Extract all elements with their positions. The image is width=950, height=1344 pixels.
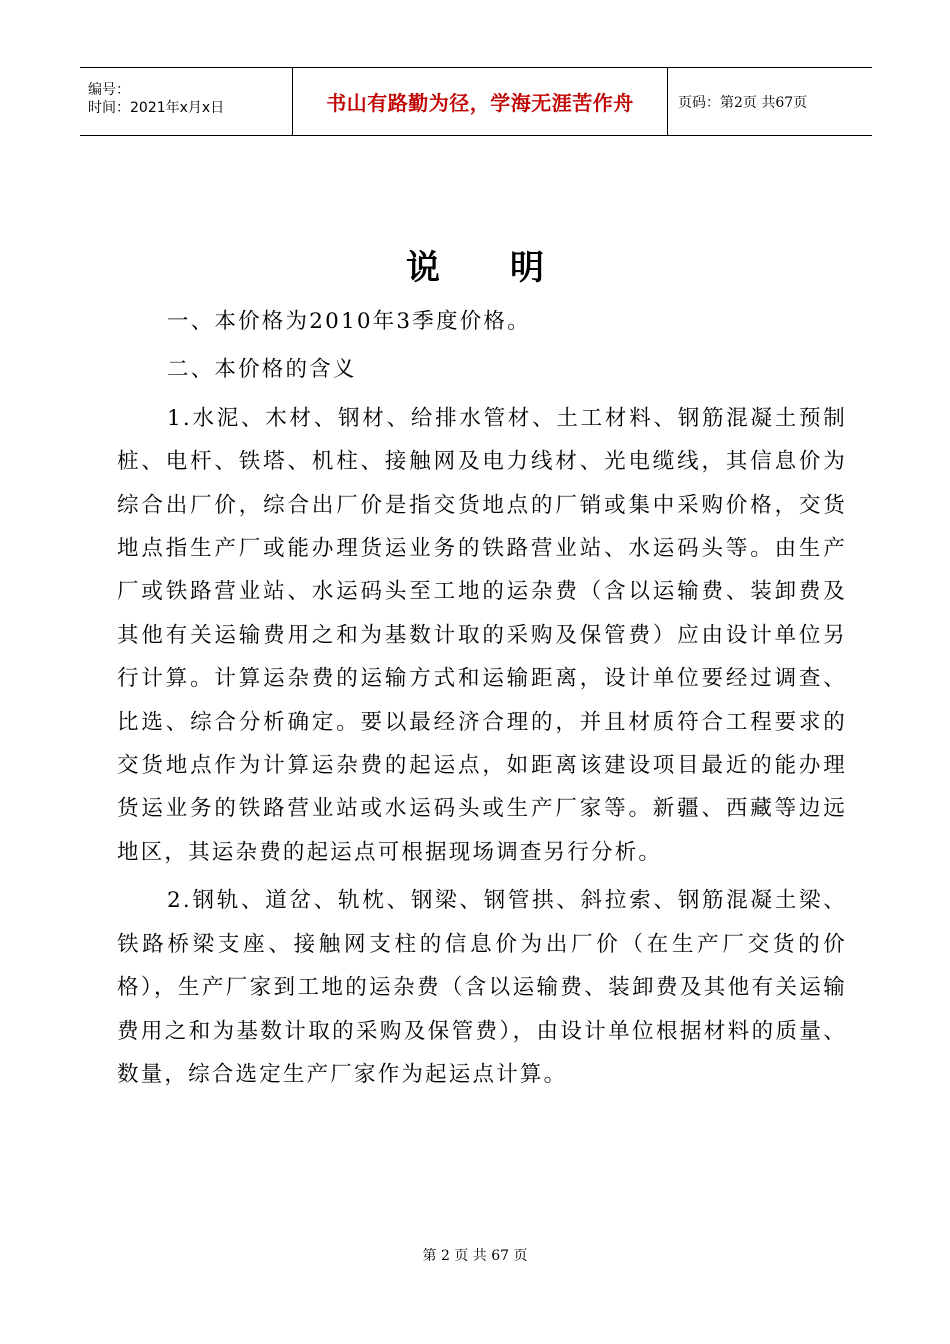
title-char-2: 明 [510, 248, 544, 288]
document-number-label: 编号： [88, 81, 130, 98]
document-body [117, 300, 847, 1096]
header-page-info: 页码：第2页 共67页 [668, 68, 873, 136]
page-header [80, 67, 872, 136]
page-footer: 第 2 页 共 67 页 [422, 1248, 528, 1264]
document-date: 时间：2021年x月x日 [88, 99, 225, 116]
header-meta [80, 68, 293, 136]
page-title [0, 240, 950, 289]
header-slogan: 书山有路勤为径，学海无涯苦作舟 [293, 68, 668, 136]
paragraph-price-period: 一、本价格为2010年3季度价格。 [167, 309, 531, 334]
paragraph-item-2: 2.钢轨、道岔、轨枕、钢梁、钢管拱、斜拉索、钢筋混凝土梁、铁路桥梁支座、接触网支柱的信息价为出厂价（在生产厂交货的价格），生产厂家到工地的运杂费（含以运输费、装卸费及其他有关运输费用之和为基数计取的采购及保管费），由设计单位根据材料的质量、数量，综合选定生产厂家作为起运点计算。 [117, 888, 847, 1087]
paragraph-item-1: 1.水泥、木材、钢材、给排水管材、土工材料、钢筋混凝土预制桩、电杆、铁塔、机柱、接触网及电力线材、光电缆线，其信息价为综合出厂价，综合出厂价是指交货地点的厂销或集中采购价格，交货地点指生产厂或能办理货运业务的铁路营业站、水运码头等。由生产厂或铁路营业站、水运码头至工地的运杂费（含以运输费、装卸费及其他有关运输费用之和为基数计取的采购及保管费）应由设计单位另行计算。计算运杂费的运输方式和运输距离，设计单位要经过调查、比选、综合分析确定。要以最经济合理的，并且材质符合工程要求的交货地点作为计算运杂费的起运点，如距离该建设项目最近的能办理货运业务的铁路营业站或水运码头或生产厂家等。新疆、西藏等边远地区，其运杂费的起运点可根据现场调查另行分析。 [117, 405, 847, 865]
paragraph-section-heading: 二、本价格的含义 [167, 357, 357, 383]
title-char-1: 说 [406, 248, 440, 288]
